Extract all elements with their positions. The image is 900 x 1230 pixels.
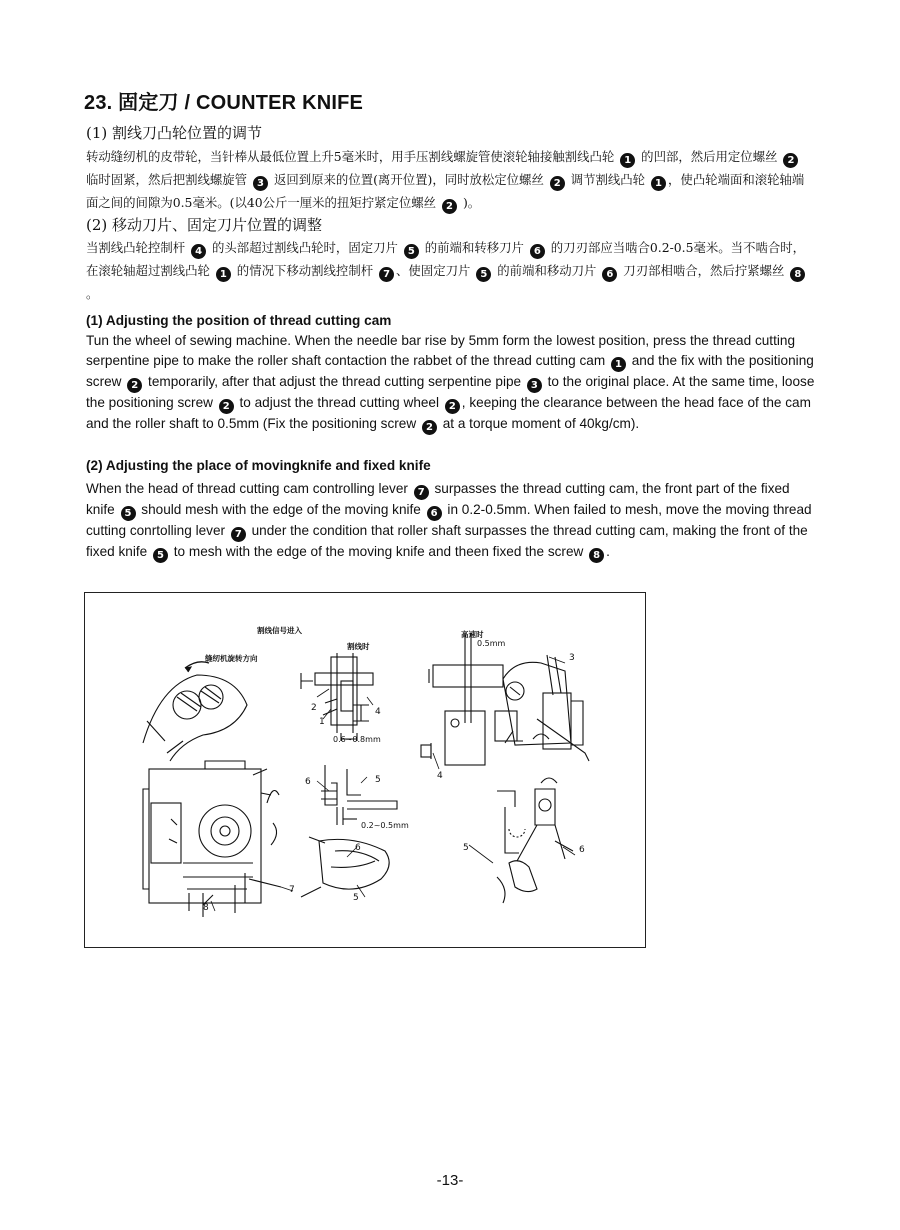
text-run: 调节割线凸轮 bbox=[566, 172, 650, 187]
callout-number: 2 bbox=[442, 199, 457, 214]
callout-2: 2 bbox=[311, 703, 317, 713]
knife-lever-detail bbox=[497, 778, 573, 903]
section-title: 23. 固定刀 / COUNTER KNIFE bbox=[84, 92, 364, 114]
text-run: 的前端和移动刀片 bbox=[493, 263, 601, 278]
cn-paragraph-1 bbox=[86, 145, 816, 214]
text-run: )。 bbox=[459, 195, 481, 210]
callout-5-center: 5 bbox=[375, 775, 381, 785]
text-run: in 0.2-0.5mm. When failed to mesh, move the moving thread cutting conrtolling lever bbox=[86, 502, 812, 538]
text-run: , keeping the clearance between the head face of the cam and the roller shaft to 0.5mm (Fix the positioning screw bbox=[86, 395, 811, 431]
label-dim-0-5mm: 0.5mm bbox=[477, 639, 506, 648]
roller-shaft-detail bbox=[301, 653, 373, 741]
text-run: ，使凸轮端面和滚轮轴端面之间的间隙为0.5毫米。(以40公斤一厘米的扭矩拧紧定位螺丝 bbox=[86, 172, 805, 210]
callout-number: 2 bbox=[783, 153, 798, 168]
text-run: to adjust the thread cutting wheel bbox=[235, 395, 443, 410]
callout-number: 5 bbox=[404, 244, 419, 259]
callout-number: 6 bbox=[602, 267, 617, 282]
text-run: and the fix with the positioning screw bbox=[86, 353, 814, 389]
callout-1: 1 bbox=[319, 717, 325, 727]
callout-number: 8 bbox=[790, 267, 805, 282]
text-run: at a torque moment of 40kg/cm). bbox=[438, 416, 640, 431]
callout-number: 1 bbox=[651, 176, 666, 191]
label-dim-0-2-0-5mm: 0.2~0.5mm bbox=[361, 821, 409, 830]
callout-number: 3 bbox=[527, 378, 542, 393]
callout-6-right: 6 bbox=[579, 845, 585, 855]
knife-mesh-detail bbox=[301, 765, 397, 897]
callout-7: 7 bbox=[289, 885, 295, 895]
text-run: 的刀刃部应当啮合0.2-0.5毫米。当不啮合时，在滚轮轴超过割线凸轮 bbox=[86, 240, 806, 278]
text-run: to mesh with the edge of the moving knife and theen fixed the screw bbox=[169, 544, 588, 559]
callout-number: 7 bbox=[231, 527, 246, 542]
callout-number: 2 bbox=[127, 378, 142, 393]
callout-4-top: 4 bbox=[375, 707, 381, 717]
label-dim-0-6-0-8mm: 0.6~0.8mm bbox=[333, 735, 381, 744]
callout-5-lower: 5 bbox=[353, 893, 359, 903]
text-run: surpasses the thread cutting cam, the front part of the fixed knife bbox=[86, 481, 790, 517]
text-run: should mesh with the edge of the moving knife bbox=[137, 502, 425, 517]
callout-number: 6 bbox=[530, 244, 545, 259]
en-heading-1: (1) Adjusting the position of thread cutting cam bbox=[86, 313, 392, 328]
callout-number: 8 bbox=[589, 548, 604, 563]
machine-bottom-view bbox=[143, 761, 281, 917]
adjustment-diagram bbox=[84, 592, 646, 948]
serpentine-pipe-assembly bbox=[421, 633, 589, 765]
text-run: 返回到原来的位置(离开位置)，同时放松定位螺丝 bbox=[270, 172, 548, 187]
callout-6-lower: 6 bbox=[355, 843, 361, 853]
callout-number: 5 bbox=[153, 548, 168, 563]
text-run: 、使固定刀片 bbox=[396, 263, 475, 278]
page-number: -13- bbox=[436, 1172, 464, 1189]
callout-number: 5 bbox=[121, 506, 136, 521]
text-run: temporarily, after that adjust the thread cutting serpentine pipe bbox=[144, 374, 525, 389]
callout-6-center: 6 bbox=[305, 777, 311, 787]
cn-paragraph-2 bbox=[86, 236, 816, 305]
label-when-cutting: 割线时 bbox=[347, 642, 370, 651]
text-run: under the condition that roller shaft surpasses the thread cutting cam, making the front of the fixed knife bbox=[86, 523, 808, 559]
text-run: 刀刃部相啮合，然后拧紧螺丝 bbox=[619, 263, 789, 278]
en-heading-2: (2) Adjusting the place of movingknife and fixed knife bbox=[86, 458, 431, 473]
en-paragraph-1 bbox=[86, 331, 818, 435]
callout-number: 2 bbox=[219, 399, 234, 414]
en-paragraph-2 bbox=[86, 479, 818, 563]
label-rotation-direction: 缝纫机旋转方向 bbox=[205, 654, 258, 663]
text-run: 转动缝纫机的皮带轮，当针棒从最低位置上升5毫米时，用手压割线螺旋管使滚轮轴接触割线凸轮 bbox=[86, 149, 619, 164]
callout-number: 2 bbox=[445, 399, 460, 414]
text-run: 的头部超过割线凸轮时，固定刀片 bbox=[208, 240, 402, 255]
callout-number: 1 bbox=[620, 153, 635, 168]
callout-number: 4 bbox=[191, 244, 206, 259]
text-run: When the head of thread cutting cam controlling lever bbox=[86, 481, 412, 496]
label-signal-input: 割线信号进入 bbox=[257, 626, 302, 635]
text-run: 的凹部，然后用定位螺丝 bbox=[637, 149, 782, 164]
callout-number: 1 bbox=[216, 267, 231, 282]
text-run: 的情况下移动割线控制杆 bbox=[232, 263, 378, 278]
text-run: 的前端和转移刀片 bbox=[420, 240, 528, 255]
callout-number: 1 bbox=[611, 357, 626, 372]
callout-number: 5 bbox=[476, 267, 491, 282]
text-run: to the original place. At the same time, loose the positioning screw bbox=[86, 374, 815, 410]
text-run: 。 bbox=[86, 286, 99, 301]
cn-subheading-1: (1) 割线刀凸轮位置的调节 bbox=[86, 124, 263, 142]
callout-4-bottom: 4 bbox=[437, 771, 443, 781]
callout-number: 6 bbox=[427, 506, 442, 521]
text-run: 当割线凸轮控制杆 bbox=[86, 240, 190, 255]
callout-number: 7 bbox=[379, 267, 394, 282]
text-run: . bbox=[606, 544, 610, 559]
callout-number: 2 bbox=[550, 176, 565, 191]
text-run: Tun the wheel of sewing machine. When the needle bar rise by 5mm form the lowest position, press the thread cutting serpentine pipe to make the roller shaft contaction the rabbet of the thread cutting cam bbox=[86, 333, 796, 368]
label-high-speed: 高速时 bbox=[461, 630, 484, 639]
callout-number: 2 bbox=[422, 420, 437, 435]
cn-subheading-2: (2) 移动刀片、固定刀片位置的调整 bbox=[86, 216, 323, 234]
callout-8: 8 bbox=[203, 903, 209, 913]
callout-number: 3 bbox=[253, 176, 268, 191]
leader-lines bbox=[211, 657, 575, 911]
callout-number: 7 bbox=[414, 485, 429, 500]
callout-5-right: 5 bbox=[463, 843, 469, 853]
text-run: 临时固紧，然后把割线螺旋管 bbox=[86, 172, 252, 187]
callout-3: 3 bbox=[569, 653, 575, 663]
cam-detail bbox=[143, 662, 247, 761]
